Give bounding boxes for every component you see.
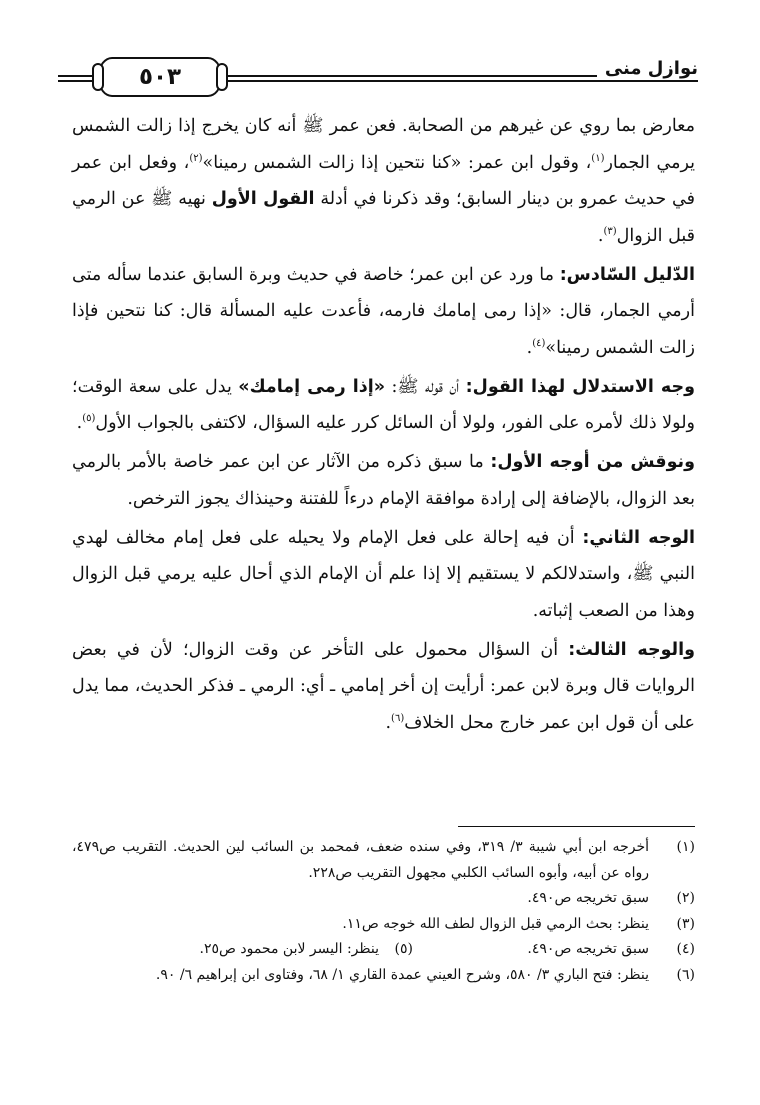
main-text bbox=[72, 108, 695, 741]
text: ، وفعل ابن عمر في حديث عمرو بن دينار السابق؛ وقد ذكرنا في أدلة bbox=[72, 152, 695, 209]
footnote-ref: (١) bbox=[591, 152, 605, 164]
text: ، وقول ابن عمر: «كنا نتحين إذا زالت الشمس رمينا» bbox=[202, 152, 592, 173]
footnote bbox=[413, 937, 695, 963]
footnote-text: سبق تخريجه ص٤٩٠. bbox=[527, 941, 649, 957]
paragraph-heading: والوجه الثالث: bbox=[568, 639, 695, 660]
footnote-number: (٢) bbox=[676, 890, 695, 906]
paragraph-heading: الدّليل السّادس: bbox=[559, 264, 695, 285]
page-header bbox=[58, 52, 698, 100]
footnote-number: (٥) bbox=[394, 941, 413, 957]
paragraph-heading: الوجه الثاني: bbox=[582, 527, 695, 548]
footnote-ref: (٣) bbox=[603, 225, 617, 237]
paragraph bbox=[72, 444, 695, 517]
text: أن فيه إحالة على فعل الإمام ولا يحيله على فعل إمام مخالف لهدي النبي ﷺ، واستدلالكم لا يستقيم إلا إذا علم أن الإمام الذي أحال عليه يرمي قبل الزوال وهذا من الصعب إثباته. bbox=[72, 527, 695, 621]
text: أن السؤال محمول على التأخر عن وقت الزوال؛ لأن في بعض الروايات قال وبرة لابن عمر: أرأيت إن أخر إمامي ـ أي: الرمي ـ فذكر الحديث، مما يدل على أن قول ابن عمر خارج محل الخلاف bbox=[72, 639, 695, 733]
text: ما ورد عن ابن عمر؛ خاصة في حديث وبرة السابق عندما سأله متى أرمي الجمار، قال: «إذا رمى إمامك فارمه، فأعدت عليه المسألة قال: كنا نتحين فإذا زالت الشمس رمينا» bbox=[72, 264, 695, 358]
footnote-text: ينظر: اليسر لابن محمود ص٢٥. bbox=[199, 941, 379, 957]
footnote-text: ينظر: فتح الباري ٣/ ٥٨٠، وشرح العيني عمدة القاري ١/ ٦٨، وفتاوى ابن إبراهيم ٦/ ٩٠. bbox=[155, 966, 649, 983]
text: . bbox=[385, 712, 392, 733]
text: . bbox=[76, 413, 83, 433]
paragraph bbox=[72, 108, 695, 254]
footnote-ref: (٦) bbox=[391, 712, 405, 724]
paragraph bbox=[72, 520, 695, 630]
footnote bbox=[72, 937, 413, 963]
footnotes bbox=[72, 835, 695, 988]
footnote-separator bbox=[458, 826, 695, 827]
footnote-text: ينظر: بحث الرمي قبل الزوال لطف الله خوجه ص١١. bbox=[342, 915, 649, 932]
footnote bbox=[72, 963, 695, 989]
footnote-ref: (٢) bbox=[189, 152, 203, 164]
footnote bbox=[72, 886, 695, 912]
footnote-number: (٤) bbox=[676, 941, 695, 957]
bold-quote: «إذا رمى إمامك» bbox=[238, 376, 386, 397]
bold-term: القول الأول bbox=[211, 189, 315, 209]
footnote bbox=[72, 912, 695, 938]
text: أن قوله ﷺ: bbox=[385, 376, 466, 397]
running-title: نوازل منى bbox=[597, 58, 698, 79]
paragraph bbox=[72, 369, 695, 442]
paragraph bbox=[72, 632, 695, 742]
paragraph-heading: وجه الاستدلال لهذا القول: bbox=[465, 376, 696, 397]
footnote-ref: (٤) bbox=[532, 337, 546, 349]
text: ما سبق ذكره من الآثار عن ابن عمر خاصة بالأمر بالرمي بعد الزوال، بالإضافة إلى إرادة موافقة الإمام درءاً للفتنة وحينذاك يجوز الترخص. bbox=[72, 452, 695, 509]
text: يدل على سعة الوقت؛ ولولا ذلك لأمره على الفور، ولولا أن السائل كرر عليه السؤال، لاكتفى بالجواب الأول bbox=[72, 376, 695, 433]
footnote-text: سبق تخريجه ص٤٩٠. bbox=[527, 890, 649, 906]
footnote-number: (٣) bbox=[676, 915, 695, 932]
paragraph bbox=[72, 257, 695, 367]
paragraph-heading: ونوقش من أوجه الأول: bbox=[490, 452, 695, 472]
footnote bbox=[72, 835, 695, 886]
footnote-text: أخرجه ابن أبي شيبة ٣/ ٣١٩، وفي سنده ضعف، فمحمد بن السائب لين الحديث. التقريب ص٤٧٩، رواه عن أبيه، وأبوه السائب الكلبي مجهول التقريب ص٢٢٨. bbox=[72, 839, 649, 881]
text: معارض بما روي عن غيرهم من الصحابة. فعن عمر ﷺ أنه كان يخرج إذا زالت الشمس يرمي الجمار bbox=[72, 116, 695, 173]
text: . bbox=[526, 337, 533, 358]
footnote-ref: (٥) bbox=[82, 413, 96, 425]
footnote-number: (٦) bbox=[676, 966, 695, 983]
page-number-box bbox=[98, 57, 222, 97]
footnote-row bbox=[72, 937, 695, 963]
footnote-number: (١) bbox=[676, 839, 695, 855]
page-number: ٥٠٣ bbox=[138, 64, 182, 90]
text: نهيه ﷺ عن الرمي قبل الزوال bbox=[72, 189, 695, 246]
text: . bbox=[597, 225, 604, 246]
